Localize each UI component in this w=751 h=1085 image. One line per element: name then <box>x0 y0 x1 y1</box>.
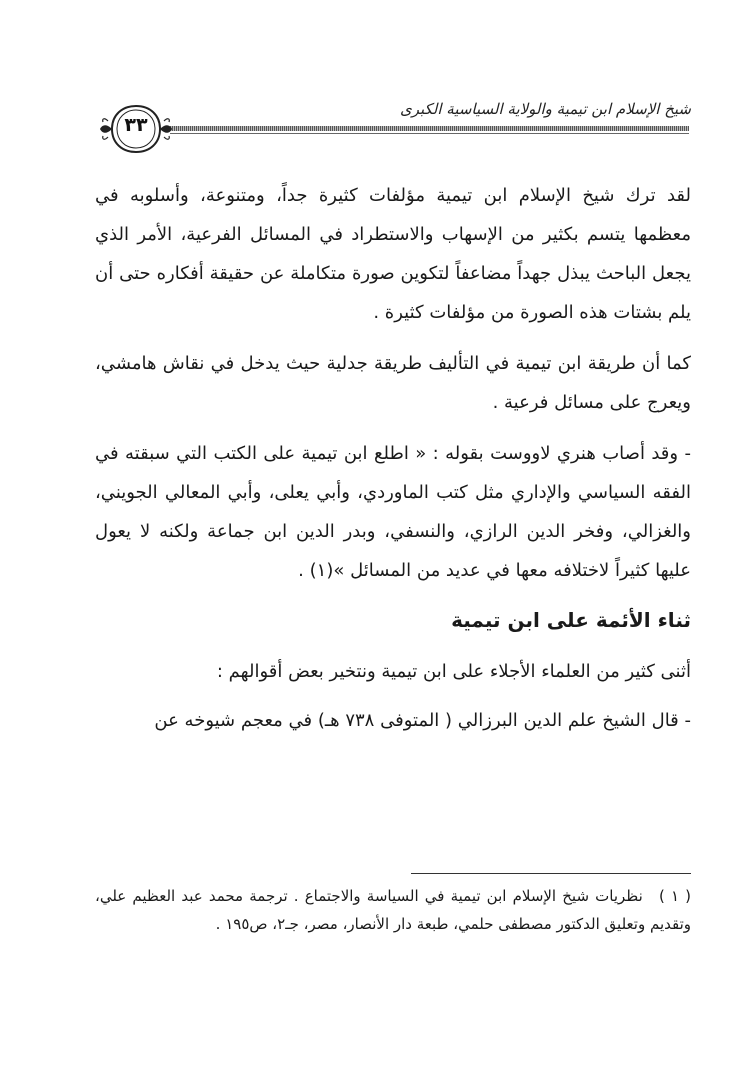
paragraph: - قال الشيخ علم الدين البرزالي ( المتوفى ٧٣٨ هـ) في معجم شيوخه عن <box>154 710 691 731</box>
running-header-title: شيخ الإسلام ابن تيمية والولاية السياسية الكبرى <box>399 100 691 118</box>
page-number: ٣٣ <box>124 114 148 136</box>
section-heading: ثناء الأئمة على ابن تيمية <box>451 608 691 632</box>
footnote-text: نظريات شيخ الإسلام ابن تيمية في السياسة والاجتماع . ترجمة محمد عبد العظيم علي، وتقديم وتعليق الدكتور مصطفى حلمي، طبعة دار الأنصار، مصر، جـ٢، ص١٩٥ . <box>95 887 691 933</box>
footnote <box>95 882 691 938</box>
header-rule-thin <box>170 133 689 134</box>
footnote-marker: ( ١ ) <box>658 887 692 905</box>
paragraph: لقد ترك شيخ الإسلام ابن تيمية مؤلفات كثيرة جداً، ومتنوعة، وأسلوبه في معظمها يتسم بكثير من الإسهاب والاستطراد في المسائل الفرعية، الأمر الذي يجعل الباحث يبذل جهداً مضاعفاً لتكوين صورة متكاملة عن حقيقة أفكاره حتى أن يلم بشتات هذه الصورة من مؤلفات كثيرة . <box>95 185 691 323</box>
footnote-separator <box>411 873 691 874</box>
paragraph: كما أن طريقة ابن تيمية في التأليف طريقة جدلية حيث يدخل في نقاش هامشي، ويعرج على مسائل فرعية . <box>95 353 691 413</box>
paragraph: أثنى كثير من العلماء الأجلاء على ابن تيمية ونتخير بعض أقوالهم : <box>216 661 691 682</box>
body-text <box>95 176 691 750</box>
paragraph: - وقد أصاب هنري لاووست بقوله : « اطلع ابن تيمية على الكتب التي سبقته في الفقه السياسي والإداري مثل كتب الماوردي، وأبي يعلى، وأبي المعالي الجويني، والغزالي، وفخر الدين الرازي، والنسفي، وبدر الدين ابن جماعة ولكنه لا يعول عليها كثيراً لاختلافه معها في عديد من المسائل »(١) . <box>95 443 691 581</box>
header-rule <box>170 126 689 131</box>
